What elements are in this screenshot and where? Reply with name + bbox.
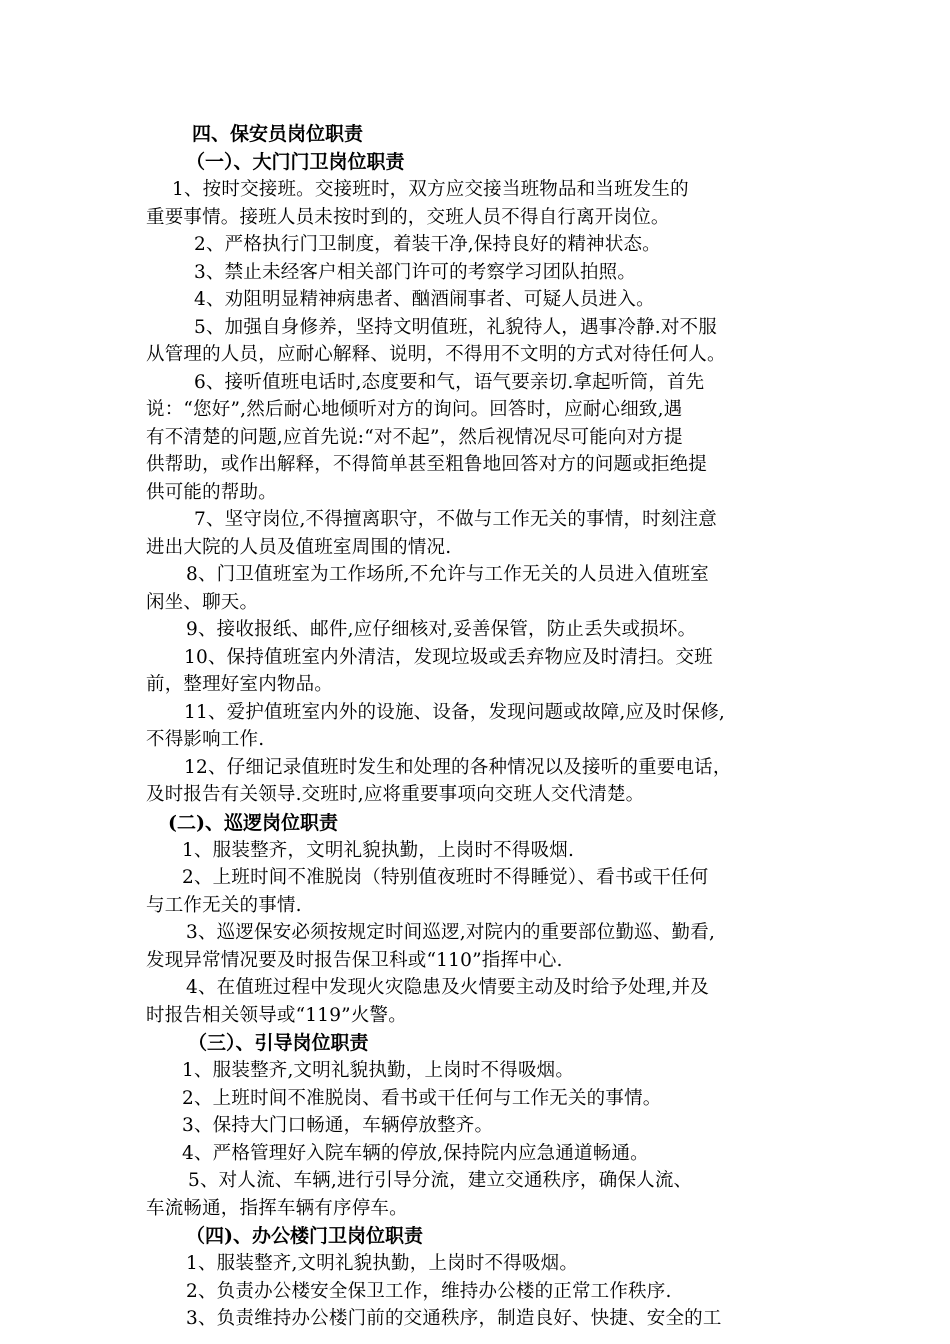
paragraph-line: 5、加强自身修养，坚持文明值班，礼貌待人，遇事冷静.对不服 [194,316,717,338]
paragraph-line: 1、服装整齐，文明礼貌执勤，上岗时不得吸烟. [182,839,575,861]
section-body [146,837,826,1030]
paragraph-line: 3、巡逻保安必须按规定时间巡逻,对院内的重要部位勤巡、勤看, [186,922,716,943]
paragraph-line: 10、保持值班室内外清洁，发现垃圾或丢弃物应及时清扫。交班 [184,646,713,668]
paragraph-line: 4、严格管理好入院车辆的停放,保持院内应急通道畅通。 [182,1142,649,1164]
paragraph-line: 供帮助，或作出解释，不得简单甚至粗鲁地回答对方的问题或拒绝提 [146,454,708,475]
paragraph-line: 重要事情。接班人员未按时到的，交班人员不得自行离开岗位。 [146,206,670,228]
paragraph-line: 4、在值班过程中发现火灾隐患及火情要主动及时给予处理,并及 [186,977,709,998]
paragraph-line: 及时报告有关领导.交班时,应将重要事项向交班人交代清楚。 [146,784,645,805]
paragraph-line: 发现异常情况要及时报告保卫科或“110”指挥中心. [146,949,563,971]
paragraph-line: 2、严格执行门卫制度，着装干净,保持良好的精神状态。 [194,234,661,255]
section-body [146,176,826,809]
paragraph-line: 3、禁止未经客户相关部门许可的考察学习团队拍照。 [194,261,637,283]
paragraph-line: 1、服装整齐,文明礼貌执勤，上岗时不得吸烟。 [186,1253,579,1274]
paragraph-line: 与工作无关的事情. [146,894,302,916]
paragraph-line: 7、坚守岗位,不得擅离职守，不做与工作无关的事情，时刻注意 [194,509,717,530]
section-heading: (二)、巡逻岗位职责 [168,811,338,834]
paragraph-line: 闲坐、聊天。 [146,591,259,613]
paragraph-line: 时报告相关领导或“119”火警。 [146,1004,407,1026]
section-heading: （四)、办公楼门卫岗位职责 [186,1225,423,1247]
section-heading: （一）、大门门卫岗位职责 [186,151,405,173]
document-body [146,120,826,1333]
paragraph-line: 8、门卫值班室为工作场所,不允许与工作无关的人员进入值班室 [186,564,709,585]
paragraph-line: 3、负责维持办公楼门前的交通秩序，制造良好、快捷、安全的工 [186,1308,722,1329]
paragraph-line: 6、接听值班电话时,态度要和气，语气要亲切.拿起听筒，首先 [194,371,705,393]
paragraph-line: 说：“您好”,然后耐心地倾听对方的询问。回答时，应耐心细致,遇 [146,399,683,420]
paragraph-line: 4、劝阻明显精神病患者、酗酒闹事者、可疑人员进入。 [194,289,655,310]
paragraph-line: 2、上班时间不准脱岗（特别值夜班时不得睡觉）、看书或干任何 [182,867,709,888]
section-body [146,1250,826,1333]
paragraph-line: 1、按时交接班。交接班时，双方应交接当班物品和当班发生的 [172,179,689,200]
paragraph-line: 1、服装整齐,文明礼貌执勤，上岗时不得吸烟。 [182,1060,575,1081]
paragraph-line: 供可能的帮助。 [146,481,277,503]
section-body [146,1057,826,1222]
section-heading: （三）、引导岗位职责 [188,1032,369,1054]
paragraph-line: 从管理的人员，应耐心解释、说明，不得用不文明的方式对待任何人。 [146,344,726,365]
paragraph-line: 车流畅通，指挥车辆有序停车。 [146,1197,408,1219]
paragraph-line: 进出大院的人员及值班室周围的情况. [146,536,452,558]
paragraph-line: 2、上班时间不准脱岗、看书或干任何与工作无关的事情。 [182,1087,662,1109]
paragraph-line: 12、仔细记录值班时发生和处理的各种情况以及接听的重要电话， [184,756,732,778]
paragraph-line: 有不清楚的问题,应首先说:“对不起”，然后视情况尽可能向对方提 [146,426,683,448]
paragraph-line: 5、对人流、车辆,进行引导分流，建立交通秩序，确保人流、 [188,1170,693,1191]
paragraph-line: 2、负责办公楼安全保卫工作，维持办公楼的正常工作秩序. [186,1280,672,1302]
paragraph-line: 9、接收报纸、邮件,应仔细核对,妥善保管，防止丢失或损坏。 [186,619,697,640]
paragraph-line: 3、保持大门口畅通，车辆停放整齐。 [182,1115,494,1136]
paragraph-line: 不得影响工作. [146,729,265,750]
document-title: 四、保安员岗位职责 [192,123,364,145]
paragraph-line: 11、爱护值班室内外的设施、设备，发现问题或故障,应及时保修, [184,701,726,723]
paragraph-line: 前，整理好室内物品。 [146,674,334,695]
